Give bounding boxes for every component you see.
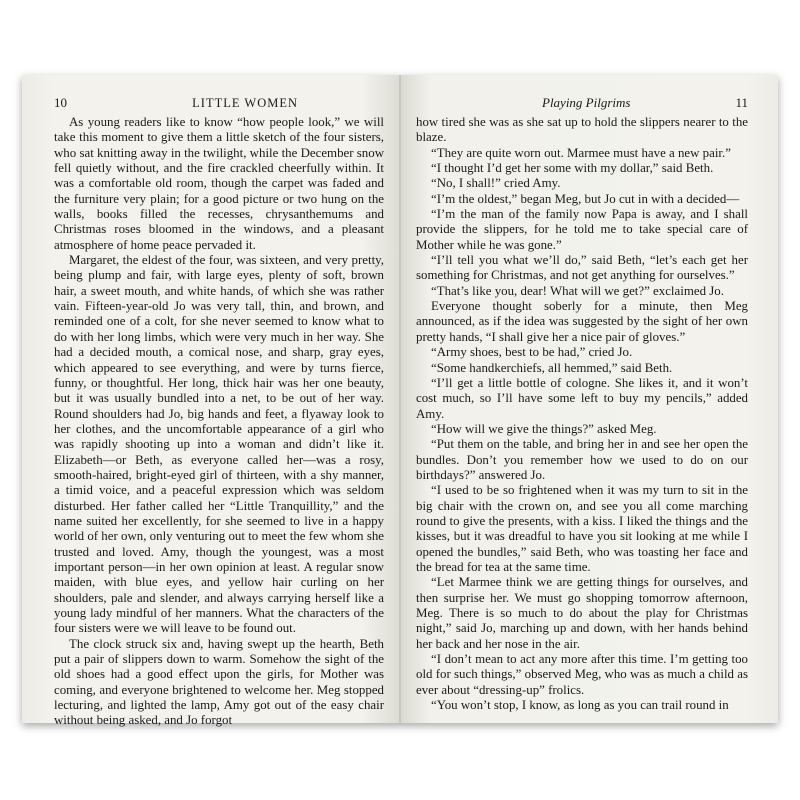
paragraph: “I don’t mean to act any more after this time. I’m getting too old for such things,” observed Meg, who was as much a child as ever about “dressing-up” frolics.	[416, 652, 748, 697]
right-page-number: 11	[735, 95, 748, 110]
left-page-text	[54, 115, 384, 729]
paragraph: “How will we give the things?” asked Meg.	[431, 421, 657, 436]
paragraph: “Put them on the table, and bring her in and see her open the bundles. Don’t you remember how we used to do on our birthdays?” answered Jo.	[416, 437, 748, 482]
paragraph: “Let Marmee think we are getting things for ourselves, and then surprise her. We must go shopping tomorrow afternoon, Meg. There is so much to do about the play for Christmas night,” said Jo, marching up and down, with her hands behind her back and her nose in the air.	[416, 575, 748, 651]
paragraph: “I’ll get a little bottle of cologne. She likes it, and it won’t cost much, so I’ll have some left to buy my pencils,” added Amy.	[416, 375, 748, 421]
paragraph: “That’s like you, dear! What will we get?” exclaimed Jo.	[431, 283, 724, 298]
paragraph: As young readers like to know “how people look,” we will take this moment to give them a little sketch of the four sisters, who sat knitting away in the twilight, while the December snow fell quietly without, and the fire crackled cheerfully within. It was a comfortable old room, though the carpet was faded and the furniture very plain; for a good picture or two hung on the walls, books filled the recesses, chrysanthemums and Christmas roses bloomed in the windows, and a pleasant atmosphere of home peace pervaded it.	[54, 115, 384, 252]
left-page-number: 10	[54, 95, 67, 110]
paragraph: The clock struck six and, having swept up the hearth, Beth put a pair of slippers down to warm. Somehow the sight of the old shoes had a good effect upon the girls, for Mother was coming, and everyone brightened to welcome her. Meg stopped lecturing, and lighted the lamp, Amy got out of the easy chair without being asked, and Jo forgot	[54, 636, 384, 728]
right-page-text	[416, 115, 748, 713]
right-running-head	[416, 95, 748, 111]
right-page	[400, 75, 778, 723]
paragraph: “Army shoes, best to be had,” cried Jo.	[431, 345, 633, 360]
paragraph: “No, I shall!” cried Amy.	[431, 176, 561, 191]
open-book	[22, 75, 778, 728]
right-running-title: Playing Pilgrims	[542, 95, 631, 110]
paragraph: “Some handkerchiefs, all hemmed,” said Beth.	[431, 360, 673, 375]
paragraph: “I’m the man of the family now Papa is away, and I shall provide the slippers, for he told me to take special care of Mother while he was gone.”	[416, 207, 748, 252]
paragraph: “I’m the oldest,” began Meg, but Jo cut in with a decided—	[431, 191, 740, 206]
paragraph: “I used to be so frightened when it was my turn to sit in the big chair with the crown on, and see you all come marching round to give the presents, with a kiss. I liked the things and the kisses, but it was dreadful to have you sit looking at me while I opened the bundles,” said Beth, who was toasting her face and the bread for tea at the same time.	[416, 483, 748, 574]
paragraph: “You won’t stop, I know, as long as you can trail round in	[431, 698, 729, 713]
left-running-title: LITTLE WOMEN	[192, 96, 298, 110]
paragraph: “They are quite worn out. Marmee must have a new pair.”	[431, 145, 731, 160]
left-running-head	[54, 95, 384, 111]
book-gutter	[399, 75, 401, 723]
paragraph: “I’ll tell you what we’ll do,” said Beth, “let’s each get her something for Christmas, and not get anything for ourselves.”	[416, 253, 748, 283]
paragraph: “I thought I’d get her some with my dollar,” said Beth.	[431, 161, 714, 176]
paragraph: Margaret, the eldest of the four, was sixteen, and very pretty, being plump and fair, with large eyes, plenty of soft, brown hair, a sweet mouth, and white hands, of which she was rather vain. Fifteen-year-old Jo was very tall, thin, and brown, and reminded one of a colt, for she never seemed to know what to do with her long limbs, which were very much in her way. She had a decided mouth, a comical nose, and sharp, gray eyes, which appeared to see everything, and were by turns fierce, funny, or thoughtful. Her long, thick hair was her one beauty, but it was usually bundled into a net, to be out of her way. Round shoulders had Jo, big hands and feet, a flyaway look to her clothes, and the uncomfortable appearance of a girl who was rapidly shooting up into a woman and didn’t like it. Elizabeth—or Beth, as everyone called her—was a rosy, smooth-haired, bright-eyed girl of thirteen, with a shy manner, a timid voice, and a peaceful expression which was seldom disturbed. Her father called her “Little Tranquillity,” and the name suited her excellently, for she seemed to live in a happy world of her own, only venturing out to meet the few whom she trusted and loved. Amy, though the youngest, was a most important person—in her own opinion at least. A regular snow maiden, with blue eyes, and yellow hair curling on her shoulders, pale and slender, and always carrying herself like a young lady mindful of her manners. What the characters of the four sisters were we will leave to be found out.	[54, 253, 384, 636]
paragraph: how tired she was as she sat up to hold the slippers nearer to the blaze.	[416, 115, 748, 145]
left-page	[22, 75, 400, 728]
paragraph: Everyone thought soberly for a minute, then Meg announced, as if the idea was suggested by the sight of her own pretty hands, “I shall give her a nice pair of gloves.”	[416, 299, 748, 344]
